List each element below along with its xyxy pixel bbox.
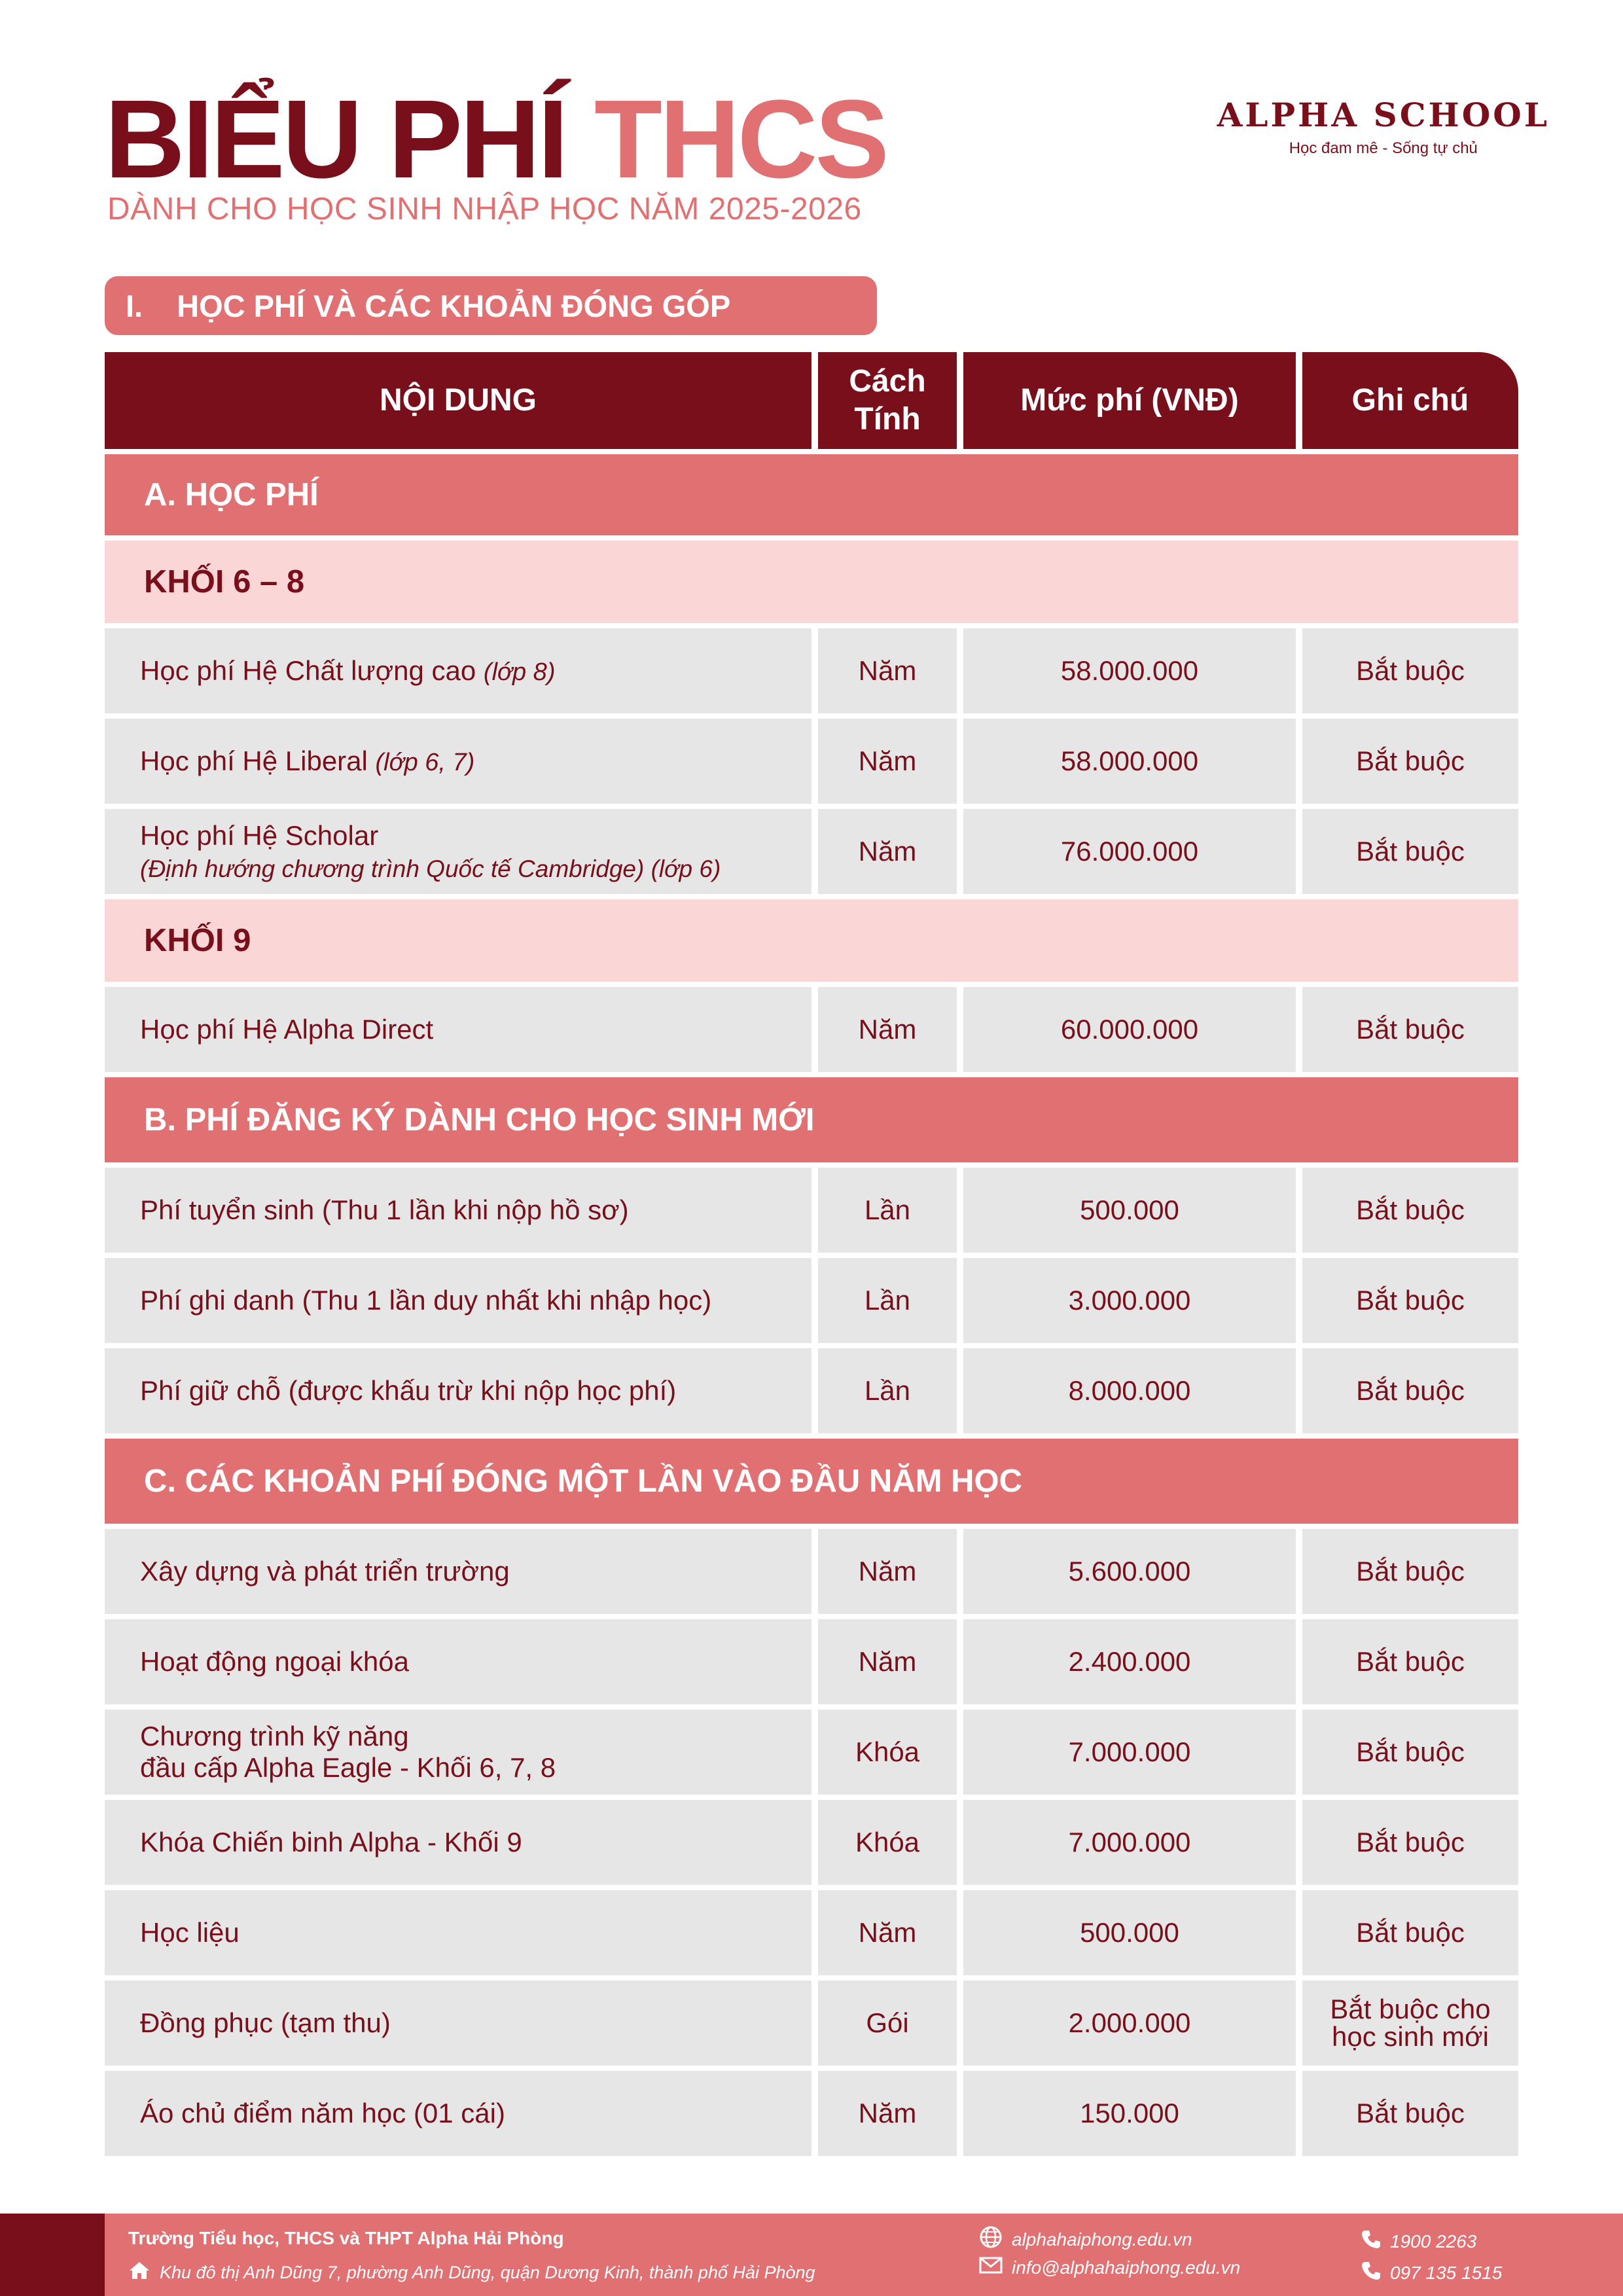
row-fee: 2.400.000 (963, 1619, 1296, 1704)
row-name: Phí giữ chỗ (được khấu trừ khi nộp học phí) (105, 1348, 812, 1433)
footer-accent-block (0, 2214, 105, 2296)
row-remark: Bắt buộc (1302, 809, 1518, 894)
row-subnote: (Định hướng chương trình Quốc tế Cambridge) (lớp 6) (140, 855, 721, 882)
row-unit: Gói (818, 1981, 957, 2066)
table-row (105, 1890, 1518, 1975)
footer-website[interactable]: alphahaiphong.edu.vn (979, 2225, 1192, 2253)
table-header (105, 352, 1518, 449)
group-a-heading: A. HỌC PHÍ (105, 454, 1518, 535)
title-part1: BIỂU PHÍ (105, 77, 566, 202)
table-row (105, 1800, 1518, 1885)
row-unit: Năm (818, 1619, 957, 1704)
col-header-fee: Mức phí (VNĐ) (963, 352, 1296, 449)
row-name-line2: đầu cấp Alpha Eagle - Khối 6, 7, 8 (140, 1752, 556, 1783)
row-unit: Năm (818, 719, 957, 804)
phone-icon (1361, 2229, 1381, 2253)
row-remark: Bắt buộc cho học sinh mới (1302, 1981, 1518, 2066)
fee-table (105, 352, 1518, 2161)
row-name: Đồng phục (tạm thu) (105, 1981, 812, 2066)
row-remark: Bắt buộc (1302, 2071, 1518, 2156)
footer-email[interactable]: info@alphahaiphong.edu.vn (979, 2257, 1240, 2278)
row-unit: Năm (818, 1890, 957, 1975)
row-remark: Bắt buộc (1302, 1619, 1518, 1704)
row-name: Phí tuyển sinh (Thu 1 lần khi nộp hồ sơ) (105, 1168, 812, 1253)
col-header-unit: Cách Tính (818, 352, 957, 449)
row-unit: Lần (818, 1348, 957, 1433)
col-header-note: Ghi chú (1302, 352, 1518, 449)
table-row (105, 987, 1518, 1072)
row-remark: Bắt buộc (1302, 1710, 1518, 1795)
row-fee: 7.000.000 (963, 1800, 1296, 1885)
row-unit: Khóa (818, 1800, 957, 1885)
phone-icon (1361, 2261, 1381, 2285)
row-name: Học liệu (105, 1890, 812, 1975)
section-heading (105, 276, 877, 335)
row-remark: Bắt buộc (1302, 1890, 1518, 1975)
brand-name: ALPHA SCHOOL (1217, 96, 1550, 134)
table-row (105, 1529, 1518, 1614)
row-fee: 5.600.000 (963, 1529, 1296, 1614)
footer (0, 2214, 1623, 2296)
row-name: Học phí Hệ Chất lượng cao (140, 655, 476, 686)
row-name: Áo chủ điểm năm học (01 cái) (105, 2071, 812, 2156)
brand-logo (1217, 96, 1550, 158)
row-remark: Bắt buộc (1302, 1168, 1518, 1253)
row-fee: 58.000.000 (963, 719, 1296, 804)
page-title (105, 77, 887, 202)
row-fee: 58.000.000 (963, 628, 1296, 713)
row-remark: Bắt buộc (1302, 1800, 1518, 1885)
row-fee: 150.000 (963, 2071, 1296, 2156)
table-row (105, 719, 1518, 804)
page-subtitle: DÀNH CHO HỌC SINH NHẬP HỌC NĂM 2025-2026 (107, 192, 862, 226)
table-row (105, 1981, 1518, 2066)
row-unit: Năm (818, 1529, 957, 1614)
group-c-heading: C. CÁC KHOẢN PHÍ ĐÓNG MỘT LẦN VÀO ĐẦU NĂM HỌC (105, 1439, 1518, 1524)
group-b-heading: B. PHÍ ĐĂNG KÝ DÀNH CHO HỌC SINH MỚI (105, 1077, 1518, 1162)
khoi-6-8-heading: KHỐI 6 – 8 (105, 541, 1518, 623)
row-name: Chương trình kỹ năng (140, 1721, 409, 1751)
row-name: Hoạt động ngoại khóa (105, 1619, 812, 1704)
row-fee: 7.000.000 (963, 1710, 1296, 1795)
table-row (105, 1168, 1518, 1253)
row-unit: Năm (818, 809, 957, 894)
footer-address: Khu đô thị Anh Dũng 7, phường Anh Dũng, quận Dương Kinh, thành phố Hải Phòng (128, 2261, 815, 2285)
table-row (105, 2071, 1518, 2156)
table-row (105, 1258, 1518, 1343)
title-part2: THCS (594, 77, 887, 202)
row-unit: Khóa (818, 1710, 957, 1795)
row-fee: 3.000.000 (963, 1258, 1296, 1343)
row-name: Xây dựng và phát triển trường (105, 1529, 812, 1614)
row-name: Học phí Hệ Liberal (140, 745, 368, 776)
row-fee: 500.000 (963, 1890, 1296, 1975)
row-remark: Bắt buộc (1302, 1529, 1518, 1614)
brand-slogan: Học đam mê - Sống tự chủ (1289, 139, 1478, 157)
row-unit: Năm (818, 628, 957, 713)
table-row (105, 1619, 1518, 1704)
row-fee: 60.000.000 (963, 987, 1296, 1072)
table-row (105, 1348, 1518, 1433)
row-note: (lớp 6, 7) (375, 749, 475, 776)
row-remark: Bắt buộc (1302, 987, 1518, 1072)
row-remark: Bắt buộc (1302, 1258, 1518, 1343)
globe-icon (979, 2225, 1003, 2253)
row-fee: 8.000.000 (963, 1348, 1296, 1433)
row-fee: 500.000 (963, 1168, 1296, 1253)
mail-icon (979, 2257, 1003, 2278)
row-fee: 2.000.000 (963, 1981, 1296, 2066)
section-number: I. (126, 288, 143, 323)
row-remark: Bắt buộc (1302, 1348, 1518, 1433)
row-remark: Bắt buộc (1302, 628, 1518, 713)
footer-phone-2[interactable]: 097 135 1515 (1361, 2261, 1502, 2285)
row-name: Phí ghi danh (Thu 1 lần duy nhất khi nhập học) (105, 1258, 812, 1343)
row-unit: Lần (818, 1168, 957, 1253)
footer-phone-1[interactable]: 1900 2263 (1361, 2229, 1476, 2253)
table-row (105, 1710, 1518, 1795)
col-header-content: NỘI DUNG (105, 352, 812, 449)
table-row (105, 628, 1518, 713)
section-title: HỌC PHÍ VÀ CÁC KHOẢN ĐÓNG GÓP (177, 288, 731, 323)
row-remark: Bắt buộc (1302, 719, 1518, 804)
khoi-9-heading: KHỐI 9 (105, 899, 1518, 982)
footer-school-name: Trường Tiểu học, THCS và THPT Alpha Hải Phòng (128, 2228, 564, 2248)
row-name: Học phí Hệ Alpha Direct (105, 987, 812, 1072)
row-name: Khóa Chiến binh Alpha - Khối 9 (105, 1800, 812, 1885)
row-name: Học phí Hệ Scholar (140, 820, 379, 851)
home-icon (128, 2261, 151, 2285)
row-unit: Lần (818, 1258, 957, 1343)
row-note: (lớp 8) (483, 658, 556, 686)
table-row (105, 809, 1518, 894)
row-fee: 76.000.000 (963, 809, 1296, 894)
row-unit: Năm (818, 987, 957, 1072)
row-unit: Năm (818, 2071, 957, 2156)
